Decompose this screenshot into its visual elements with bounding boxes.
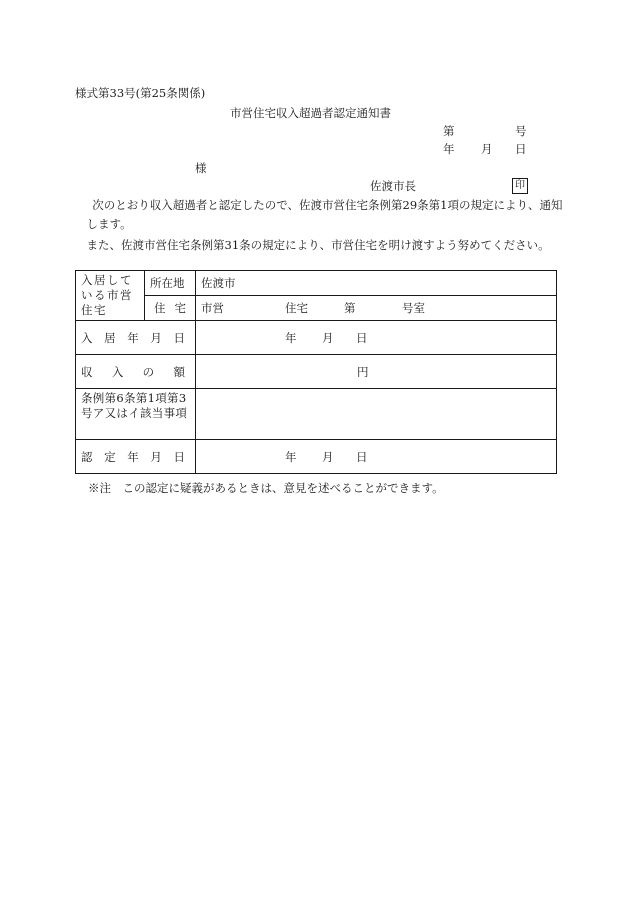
document-title: 市営住宅収入超過者認定通知書 [230,106,391,120]
income-label [81,364,190,380]
paragraph-1-text: 次のとおり収入超過者と認定したので、佐渡市営住宅条例第29条第1項の規定により、通知します。 [86,198,563,231]
paragraph-2: また、佐渡市営住宅条例第31条の規定により、市営住宅を明け渡すよう努めてください。 [86,238,550,252]
cert-char1: 認 [81,449,93,464]
move-in-month: 月 [322,330,334,345]
issuer-name: 佐渡市長 [370,179,416,193]
cert-day: 日 [356,449,368,464]
cert-year: 年 [285,449,297,464]
row-clause [76,389,557,440]
footnote: ※注 この認定に疑義があるときは、意見を述べることができます。 [88,481,444,495]
form-number: 様式第33号(第25条関係) [75,86,206,100]
row-residence [76,296,557,321]
cert-label-cell [76,440,196,474]
move-in-char2: 居 [104,330,116,345]
income-char1: 収 [81,364,93,379]
residence-value [196,296,557,321]
addressee-sama: 様 [195,161,207,175]
income-char2: 入 [111,364,124,379]
income-label-cell [76,355,196,389]
cert-char4: 月 [150,449,162,464]
cert-char2: 定 [104,449,116,464]
residence-label-char2: 宅 [174,301,186,315]
number-dai: 第 [443,124,455,138]
row-location [76,271,557,296]
res-goshitsu: 号室 [402,301,425,315]
date-month: 月 [481,142,493,156]
location-label: 所在地 [145,271,196,296]
cert-char5: 日 [173,449,185,464]
cert-char3: 年 [127,449,139,464]
res-dai: 第 [344,301,356,315]
move-in-char5: 日 [173,330,185,345]
row-certification [76,440,557,474]
clause-label: 条例第6条第1項第3号ア又はイ該当事項 [76,389,196,440]
date-day: 日 [515,142,527,156]
cert-month: 月 [322,449,334,464]
date-year: 年 [443,142,455,156]
income-char3: の [142,364,155,379]
move-in-label-cell [76,321,196,355]
income-value [196,355,557,389]
res-jutaku: 住宅 [285,301,308,315]
res-shiei: 市営 [201,301,224,315]
cert-value [196,440,557,474]
row-move-in [76,321,557,355]
notice-body [75,196,565,255]
residence-label-char1: 住 [154,301,166,315]
income-char4: 額 [173,364,185,379]
move-in-value [196,321,557,355]
housing-label: 入居している市営住宅 [76,271,145,321]
move-in-year: 年 [285,330,297,345]
move-in-label [81,330,190,346]
notice-table [75,270,557,474]
move-in-char4: 月 [150,330,162,345]
cert-label [81,449,190,465]
number-go: 号 [515,124,527,138]
move-in-char3: 年 [127,330,139,345]
clause-value [196,389,557,440]
location-value: 佐渡市 [196,271,557,296]
move-in-char1: 入 [81,330,93,345]
seal-mark: 印 [512,178,528,194]
paragraph-1 [75,196,565,234]
residence-label [150,300,190,316]
row-income [76,355,557,389]
move-in-day: 日 [356,330,368,345]
residence-label-cell [145,296,196,321]
income-unit: 円 [357,364,369,379]
